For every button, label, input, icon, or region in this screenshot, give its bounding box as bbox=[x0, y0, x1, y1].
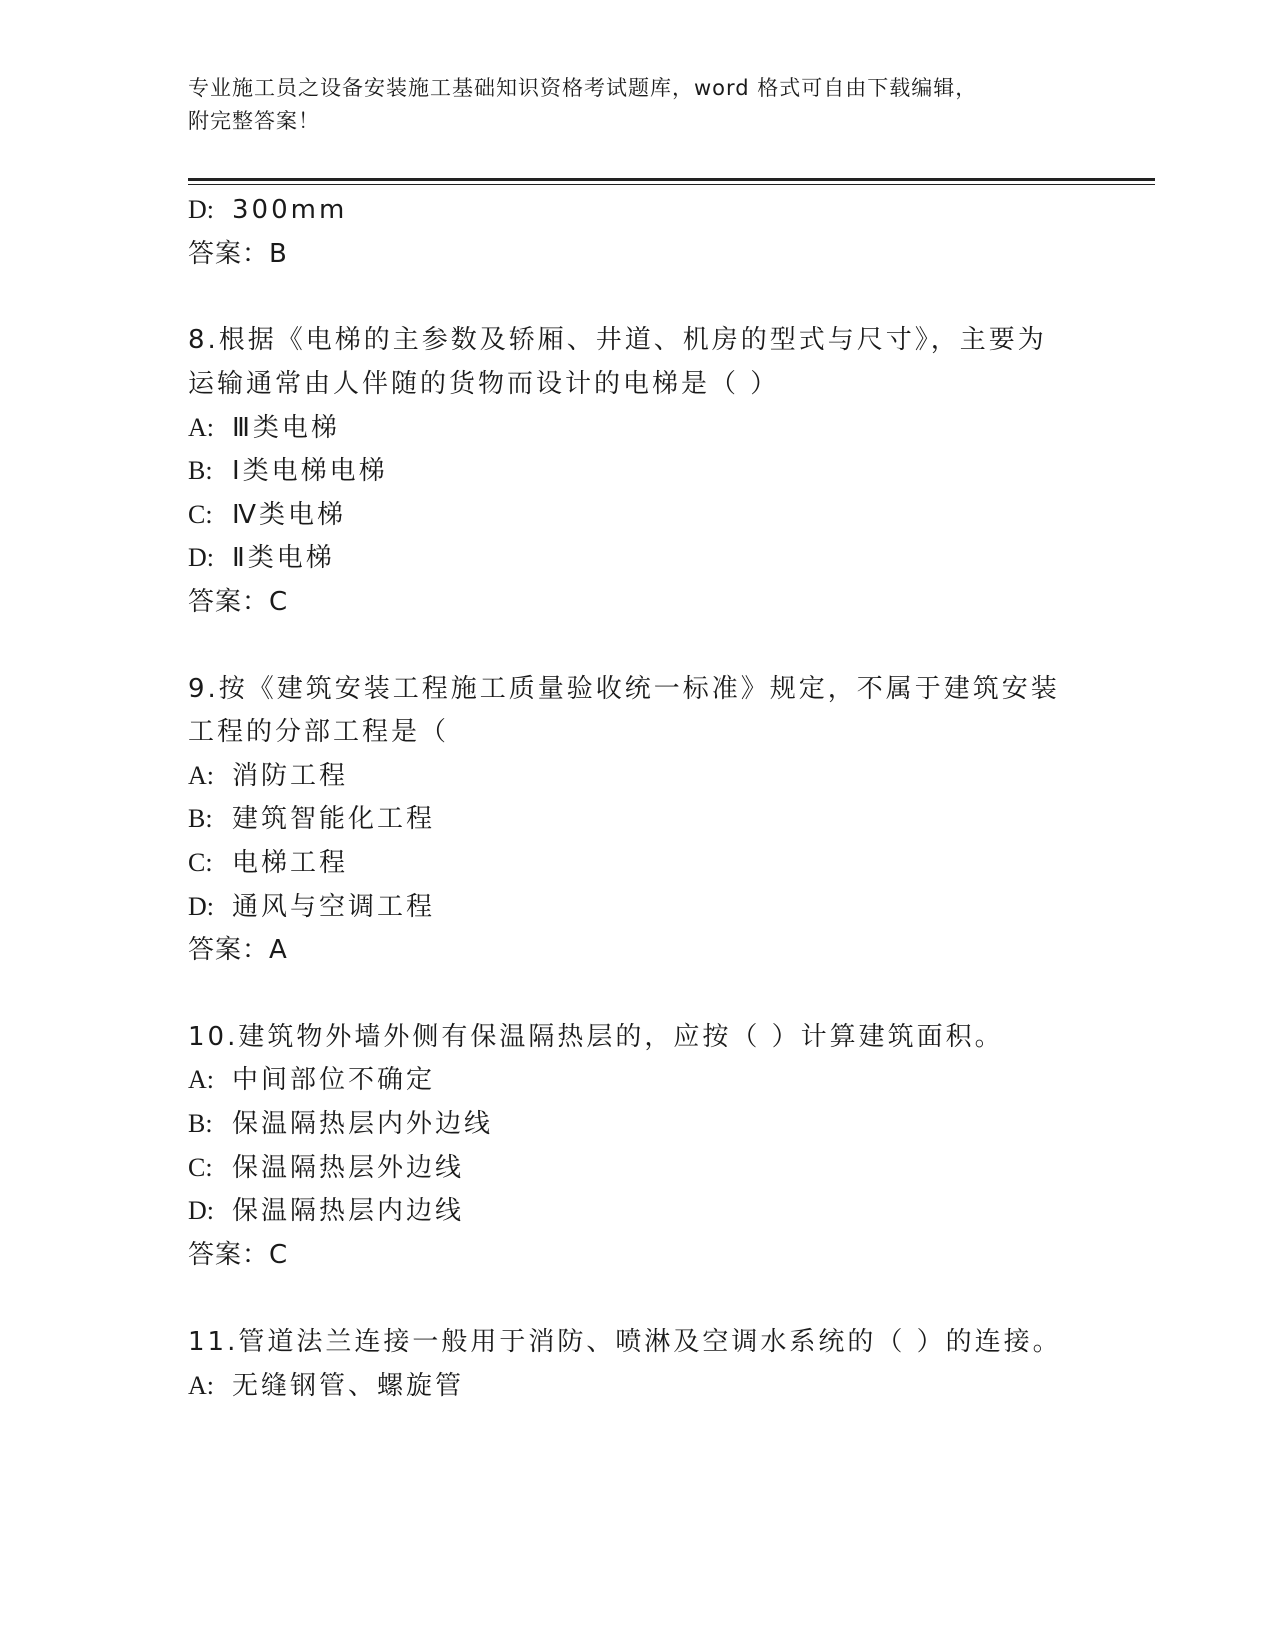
option-key: B: bbox=[188, 456, 213, 485]
q8-option-b bbox=[188, 454, 388, 488]
q10-option-b bbox=[188, 1107, 493, 1141]
q9-option-b bbox=[188, 802, 435, 836]
option-key: D: bbox=[188, 543, 214, 572]
q9-stem-line-1: 9.按《建筑安装工程施工质量验收统一标准》规定，不属于建筑安装 bbox=[188, 674, 1060, 704]
q9-option-d bbox=[188, 890, 435, 924]
option-key: D: bbox=[188, 892, 214, 921]
q11-option-a bbox=[188, 1369, 464, 1403]
header-line-2: 附完整答案！ bbox=[188, 109, 320, 133]
q8-stem-line-2: 运输通常由人伴随的货物而设计的电梯是（ ） bbox=[188, 369, 780, 399]
option-text: 通风与空调工程 bbox=[232, 892, 436, 922]
q9-option-a bbox=[188, 759, 348, 793]
prev-answer: 答案：B bbox=[188, 239, 288, 269]
option-text: 消防工程 bbox=[232, 761, 349, 791]
option-text: 保温隔热层内边线 bbox=[232, 1196, 465, 1226]
option-text: Ⅲ类电梯 bbox=[232, 413, 340, 443]
q9-answer: 答案：A bbox=[188, 935, 288, 965]
option-key: A: bbox=[188, 413, 214, 442]
q10-option-d bbox=[188, 1194, 464, 1228]
option-text: 无缝钢管、螺旋管 bbox=[232, 1371, 465, 1401]
option-text: 保温隔热层内外边线 bbox=[232, 1109, 494, 1139]
q9-stem-line-2: 工程的分部工程是（ bbox=[188, 717, 450, 747]
header-line-1: 专业施工员之设备安装施工基础知识资格考试题库，word 格式可自由下载编辑， bbox=[188, 76, 978, 100]
option-key: B: bbox=[188, 804, 213, 833]
q8-option-a bbox=[188, 411, 340, 445]
option-text: Ⅰ类电梯电梯 bbox=[232, 456, 388, 486]
option-key: A: bbox=[188, 1371, 214, 1400]
header-rule-thin bbox=[188, 184, 1155, 185]
option-text: 300mm bbox=[232, 195, 348, 225]
option-text: Ⅳ类电梯 bbox=[232, 500, 346, 530]
option-key: D: bbox=[188, 1196, 214, 1225]
option-key: C: bbox=[188, 500, 213, 529]
option-key: A: bbox=[188, 761, 214, 790]
q9-option-c bbox=[188, 846, 348, 880]
document-header bbox=[188, 72, 1088, 138]
option-key: C: bbox=[188, 848, 213, 877]
option-text: 电梯工程 bbox=[232, 848, 349, 878]
option-text: 建筑智能化工程 bbox=[232, 804, 436, 834]
q10-stem-line-1: 10.建筑物外墙外侧有保温隔热层的，应按（ ）计算建筑面积。 bbox=[188, 1022, 1004, 1052]
q8-answer: 答案：C bbox=[188, 587, 289, 617]
option-text: 中间部位不确定 bbox=[232, 1065, 436, 1095]
prev-option-d bbox=[188, 193, 347, 227]
option-text: 保温隔热层外边线 bbox=[232, 1153, 465, 1183]
header-rule-thick bbox=[188, 178, 1155, 181]
option-key: B: bbox=[188, 1109, 213, 1138]
q10-option-c bbox=[188, 1151, 464, 1185]
q8-option-c bbox=[188, 498, 346, 532]
q10-option-a bbox=[188, 1063, 435, 1097]
q10-answer: 答案：C bbox=[188, 1240, 289, 1270]
q8-option-d bbox=[188, 541, 335, 575]
option-text: Ⅱ类电梯 bbox=[232, 543, 335, 573]
option-key: D: bbox=[188, 195, 214, 224]
q8-stem-line-1: 8.根据《电梯的主参数及轿厢、井道、机房的型式与尺寸》，主要为 bbox=[188, 325, 1047, 355]
option-key: A: bbox=[188, 1065, 214, 1094]
q11-stem-line-1: 11.管道法兰连接一般用于消防、喷淋及空调水系统的（ ）的连接。 bbox=[188, 1327, 1062, 1357]
option-key: C: bbox=[188, 1153, 213, 1182]
